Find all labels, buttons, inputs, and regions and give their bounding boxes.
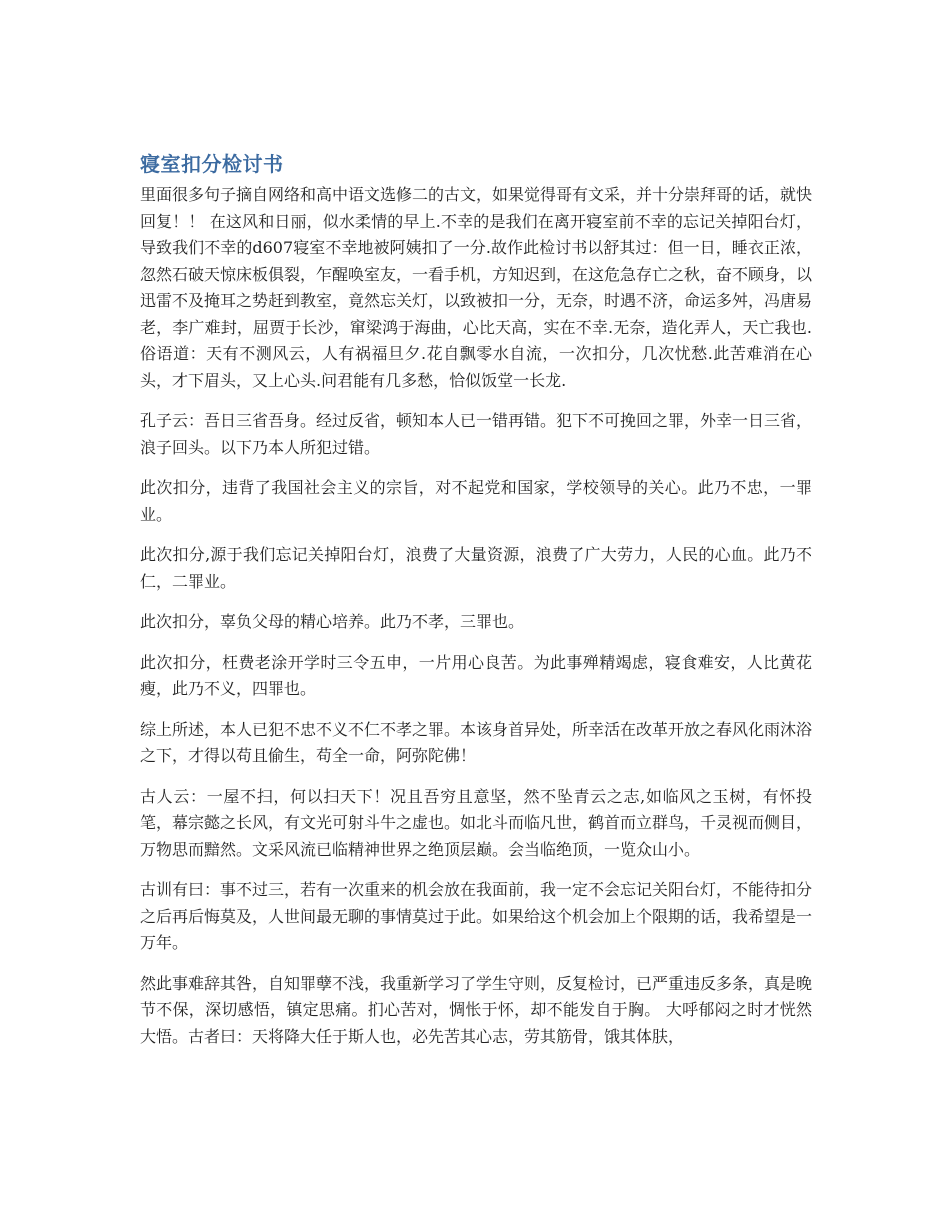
paragraph-reflection: 然此事难辞其咎，自知罪孽不浅，我重新学习了学生守则，反复检讨，已严重违反多条，真是晚节不保，深切感悟，镇定思痛。扪心苦对，惆怅于怀，却不能发自于胸。 大呼郁闷之时才恍然大悟。古者曰：天将降大任于斯人也，必先苦其心志，劳其筋骨，饿其体肤， [140, 973, 813, 1046]
paragraph-sin-two: 此次扣分,源于我们忘记关掉阳台灯，浪费了大量资源，浪费了广大劳力，人民的心血。此乃不仁，二罪业。 [140, 545, 812, 591]
paragraph-sin-four: 此次扣分，枉费老涂开学时三令五申，一片用心良苦。为此事殚精竭虑，寝食难安，人比黄花瘦，此乃不义，四罪也。 [140, 652, 812, 698]
paragraph-precept: 古训有曰：事不过三，若有一次重来的机会放在我面前，我一定不会忘记关阳台灯，不能待扣分之后再后悔莫及，人世间最无聊的事情莫过于此。如果给这个机会加上个限期的话，我希望是一万年。 [140, 880, 813, 952]
document-title: 寝室扣分检讨书 [140, 152, 284, 176]
paragraph-sin-one: 此次扣分，违背了我国社会主义的宗旨，对不起党和国家，学校领导的关心。此乃不忠，一罪业。 [140, 478, 812, 524]
paragraph-summary: 综上所述，本人已犯不忠不义不仁不孝之罪。本该身首异处，所幸活在改革开放之春风化雨沐浴之下，才得以苟且偷生，苟全一命，阿弥陀佛！ [140, 719, 813, 765]
paragraph-sin-three: 此次扣分，辜负父母的精心培养。此乃不孝，三罪也。 [140, 612, 525, 631]
paragraph-confucius: 孔子云：吾日三省吾身。经过反省，顿知本人已一错再错。犯下不可挽回之罪，外幸一日三省，浪子回头。以下乃本人所犯过错。 [140, 411, 813, 457]
paragraph-ancients: 古人云：一屋不扫，何以扫天下！况且吾穷且意坚，然不坠青云之志,如临风之玉树，有怀投笔，幕宗懿之长风，有文光可射斗牛之虚也。如北斗而临凡世，鹤首而立群鸟，千灵视而侧目，万物思而黯然。文采风流已临精神世界之绝顶层巅。会当临绝顶，一览众山小。 [140, 786, 813, 859]
document-body [140, 150, 812, 1064]
paragraph-intro: 里面很多句子摘自网络和高中语文选修二的古文，如果觉得哥有文采，并十分崇拜哥的话，就快回复！！ 在这风和日丽，似水柔情的早上.不幸的是我们在离开寝室前不幸的忘记关掉阳台灯，导致我们不幸的d607寝室不幸地被阿姨扣了一分.故作此检讨书以舒其过：但一日，睡衣正浓，忽然石破天惊床板俱裂，乍醒唤室友，一看手机，方知迟到，在这危急存亡之秋，奋不顾身，以迅雷不及掩耳之势赶到教室，竟然忘关灯，以致被扣一分，无奈，时遇不济，命运多舛，冯唐易老，李广难封，屈贾于长沙，窜梁鸿于海曲，心比天高，实在不幸.无奈，造化弄人，天亡我也.俗语道：天有不测风云，人有祸福旦夕.花自飘零水自流，一次扣分，几次忧愁.此苦难消在心头，才下眉头，又上心头.问君能有几多愁，恰似饭堂一长龙. [140, 185, 813, 390]
